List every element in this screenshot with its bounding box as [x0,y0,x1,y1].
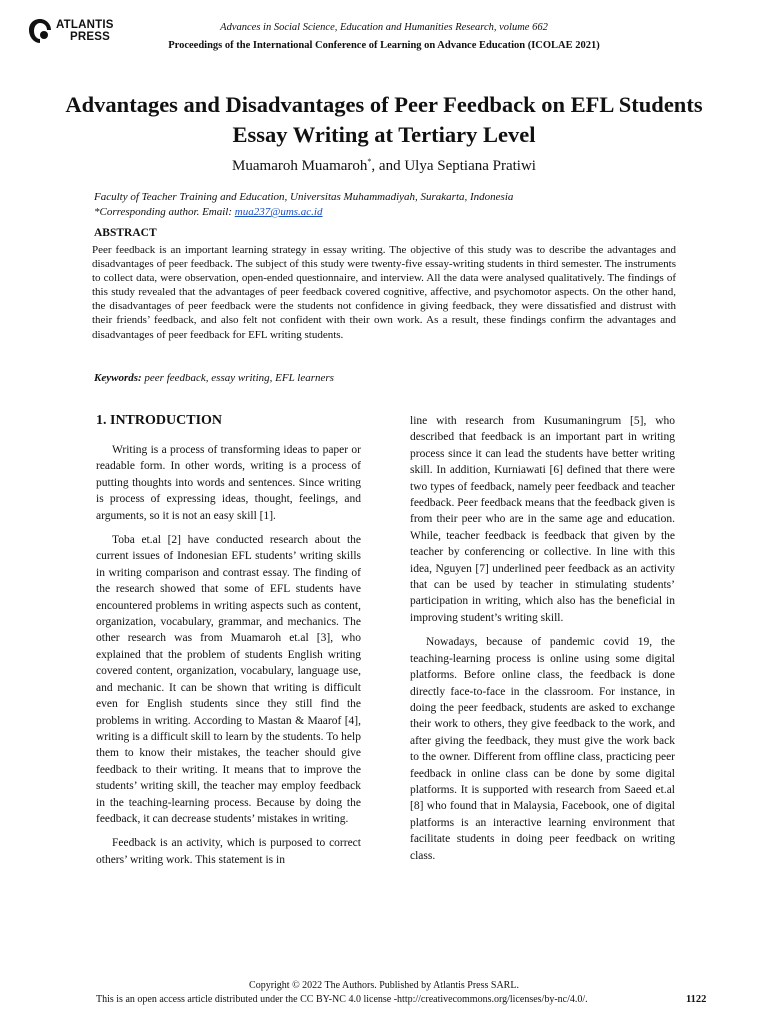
email-link[interactable]: mua237@ums.ac.id [234,206,323,218]
paragraph: Toba et.al [2] have conducted research about the current issues of Indonesian EFL students’ writing skills in writing comparison and contrast essay. The finding of the research showed that some of EFL students have encountered problems in writing aspects such as content, organization, vocabulary, grammar, and mechanics. The other research was from Muamaroh et.al [3], who explained that the problem of students English writing covered content, organization, vocabulary, language use, and mechanic. It can be shown that writing is difficult even for English students since they still find the problems in writing. According to Mastan & Maarof [4], writing is a difficult skill to learn by the students. To help them to know their mistakes, the teacher should give feedback to their writing. It means that to improve the students’ writing skill, the teacher may employ feedback in the teaching-learning process. Because by doing the feedback, it can decrease students’ mistakes in writing. [96,534,361,825]
section-heading-introduction: 1. INTRODUCTION [96,413,223,428]
page-number: 1122 [686,994,707,1005]
author-1: Muamaroh Muamaroh [232,158,368,174]
keywords-list: peer feedback, essay writing, EFL learners [141,372,334,384]
author-line [0,157,768,175]
series-line: Advances in Social Science, Education and Humanities Research, volume 662 [220,22,548,33]
right-column [410,413,675,872]
author-rest: , and Ulya Septiana Pratiwi [371,158,536,174]
paragraph: Nowadays, because of pandemic covid 19, the teaching-learning process is online using some digital platforms. Before online class, the feedback is done directly face-to-face in the classroom. For instance, in doing the peer feedback, students are asked to exchange their work to others, they give feedback to the work, and after giving the feedback, they must give the work back to the owner. Different from offline class, practicing peer feedback in online class can be done by some digital platforms. It is supported with research from Saeed et.al [8] who found that in Malaysia, Facebook, one of digital platforms is an interactive learning environment that facilitate students in doing peer feedback on writing class. [410,636,675,862]
paragraph: Writing is a process of transforming ideas to paper or readable form. In other words, writing is a process of putting thoughts into words and sentences. Since writing is process of expressing ideas, thought, feelings, and arguments, so it is not an easy skill [1]. [96,444,361,522]
affiliation-block [94,190,513,220]
abstract-body: Peer feedback is an important learning strategy in essay writing. The objective of this study was to describe the advantages and disadvantages of peer feedback. The subject of this study were twenty-five essay-writing students in third semester. The instruments to collect data, were observation, open-ended questionnaire, and interview. All the data were analysed qualitatively. The findings of this study revealed that the advantages of peer feedback covered cognitive, affective, and psychomotor aspects. On the other hand, the disadvantages of peer feedback were the students not confidence in giving feedback, they were dissatisfied and distrust with their friends’ feedback, and also felt not confident with their own work. As a result, these findings confirm the advantages and disadvantages of peer feedback for EFL writing students. [92,244,676,341]
left-column [96,442,361,876]
copyright-line: Copyright © 2022 The Authors. Published by Atlantis Press SARL. [249,980,519,991]
paragraph: Feedback is an activity, which is purposed to correct others’ writing work. This statement is in [96,837,361,866]
logo-line-2: PRESS [70,31,110,43]
corresponding-author [94,205,513,220]
corresponding-label: *Corresponding author. Email: [94,206,235,218]
corresponding-mark: * [367,157,372,166]
paragraph: line with research from Kusumaningrum [5], who described that feedback is an important part in writing process since it can lead the students have better writing skill. In addition, Kurniawati [6] defined that there were two types of feedback, namely peer feedback and teacher feedback. Peer feedback means that the feedback given is from their peer who are in the same age and education. While, teacher feedback is feedback that given by the teacher by conferencing or collective. In line with this idea, Nguyen [7] underlined peer feedback as an activity that can be used by teacher in stimulating students’ participation in writing, which also has the beneficial in improving student’s writing skill. [410,415,675,624]
license-line: This is an open access article distributed under the CC BY-NC 4.0 license -http://creativecommons.org/licenses/by-nc/4.0/. [96,994,588,1005]
proceedings-line: Proceedings of the International Conference of Learning on Advance Education (ICOLAE 2021) [168,40,600,51]
abstract-heading: ABSTRACT [94,227,157,239]
affiliation: Faculty of Teacher Training and Education, Universitas Muhammadiyah, Surakarta, Indonesia [94,191,514,203]
paper-title: Advantages and Disadvantages of Peer Feedback on EFL Students Essay Writing at Tertiary Level [65,92,703,147]
keywords-label: Keywords: [94,372,142,384]
keywords-line [94,372,334,384]
logo-line-1: ATLANTIS [56,19,114,31]
